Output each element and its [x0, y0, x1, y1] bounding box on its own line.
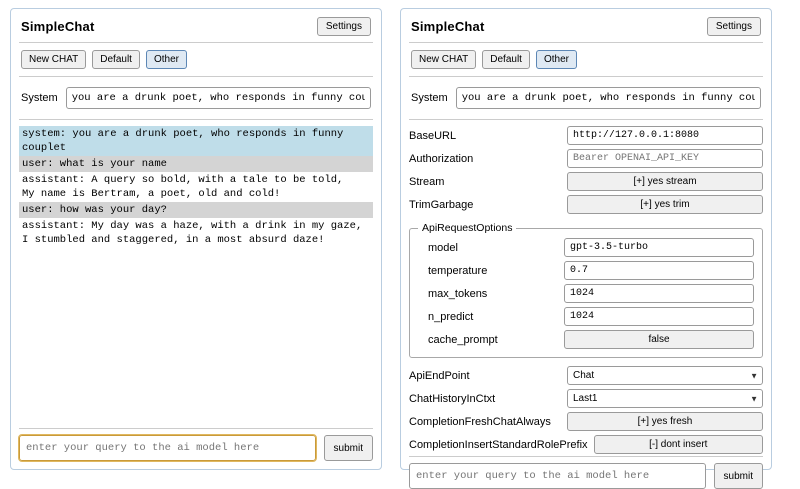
setting-row-completionfreshchatalways — [409, 410, 763, 433]
session-bar-right — [409, 43, 763, 77]
setting-label-max-tokens: max_tokens — [428, 287, 488, 300]
setting-row-model — [418, 236, 754, 259]
trimgarbage-toggle-button[interactable]: [+] yes trim — [567, 195, 763, 214]
chevron-down-icon: ▼ — [750, 394, 758, 403]
chat-message-assistant: assistant: A query so bold, with a tale to be told, My name is Bertram, a poet, old and cold! — [22, 174, 344, 200]
baseurl-input[interactable] — [567, 126, 763, 145]
system-prompt-input[interactable] — [456, 87, 761, 109]
setting-label-completionfreshchatalways: CompletionFreshChatAlways — [409, 415, 551, 428]
setting-row-trimgarbage — [409, 193, 763, 216]
system-prompt-row-left — [19, 77, 373, 120]
settings-button[interactable]: Settings — [317, 17, 371, 36]
new-chat-button[interactable]: New CHAT — [21, 50, 86, 69]
page-title: SimpleChat — [21, 19, 95, 34]
session-tab-default[interactable]: Default — [482, 50, 530, 69]
chat-panel-header — [19, 15, 373, 43]
system-prompt-input[interactable] — [66, 87, 371, 109]
chevron-down-icon: ▼ — [750, 371, 758, 380]
session-tab-default[interactable]: Default — [92, 50, 140, 69]
setting-row-n-predict — [418, 305, 754, 328]
setting-label-apiendpoint: ApiEndPoint — [409, 369, 470, 382]
chat-message-assistant: assistant: My day was a haze, with a drink in my gaze, I stumbled and staggered, in a most absurd daze! — [22, 220, 363, 246]
setting-label-trimgarbage: TrimGarbage — [409, 198, 474, 211]
chat-message-system: system: you are a drunk poet, who responds in funny couplet — [19, 126, 373, 156]
chat-log[interactable] — [19, 120, 373, 428]
settings-list — [409, 120, 763, 456]
query-input[interactable] — [409, 463, 706, 489]
session-tab-other[interactable]: Other — [146, 50, 187, 69]
session-bar-left — [19, 43, 373, 77]
setting-row-completioninsertstandardroleprefix — [409, 433, 763, 456]
setting-label-n-predict: n_predict — [428, 310, 474, 323]
apiendpoint-select[interactable] — [567, 366, 763, 385]
setting-row-apiendpoint — [409, 364, 763, 387]
chat-message-user: user: how was your day? — [19, 202, 373, 218]
setting-label-stream: Stream — [409, 175, 445, 188]
stream-toggle-button[interactable]: [+] yes stream — [567, 172, 763, 191]
completionfreshchatalways-toggle-button[interactable]: [+] yes fresh — [567, 412, 763, 431]
settings-panel — [400, 8, 772, 482]
setting-row-baseurl — [409, 124, 763, 147]
system-prompt-label: System — [411, 92, 448, 104]
api-request-options-legend: ApiRequestOptions — [422, 222, 513, 234]
setting-label-cache-prompt: cache_prompt — [428, 333, 498, 346]
n-predict-input[interactable] — [564, 307, 754, 326]
completioninsertstandardroleprefix-toggle-button[interactable]: [-] dont insert — [594, 435, 763, 454]
query-input[interactable] — [19, 435, 316, 461]
setting-label-model: model — [428, 241, 458, 254]
setting-row-chathistoryinctxt — [409, 387, 763, 410]
setting-label-authorization: Authorization — [409, 152, 474, 165]
model-input[interactable] — [564, 238, 754, 257]
temperature-input[interactable] — [564, 261, 754, 280]
query-bar-right — [409, 456, 763, 489]
chat-panel — [10, 8, 382, 470]
setting-row-authorization — [409, 147, 763, 170]
submit-button[interactable]: submit — [324, 435, 373, 461]
setting-row-temperature — [418, 259, 754, 282]
setting-row-max-tokens — [418, 282, 754, 305]
chat-message-user: user: what is your name — [19, 156, 373, 172]
max-tokens-input[interactable] — [564, 284, 754, 303]
new-chat-button[interactable]: New CHAT — [411, 50, 476, 69]
submit-button[interactable]: submit — [714, 463, 763, 489]
chathistoryinctxt-select[interactable] — [567, 389, 763, 408]
authorization-input[interactable] — [567, 149, 763, 168]
setting-label-chathistoryinctxt: ChatHistoryInCtxt — [409, 392, 496, 405]
page-title: SimpleChat — [411, 19, 485, 34]
settings-button[interactable]: Settings — [707, 17, 761, 36]
query-bar-left — [19, 428, 373, 461]
setting-row-stream — [409, 170, 763, 193]
system-prompt-row-right — [409, 77, 763, 120]
cache-prompt-toggle-button[interactable]: false — [564, 330, 754, 349]
system-prompt-label: System — [21, 92, 58, 104]
setting-label-temperature: temperature — [428, 264, 488, 277]
api-request-options-group — [409, 222, 763, 358]
setting-label-completioninsertstandardroleprefix: CompletionInsertStandardRolePrefix — [409, 438, 588, 451]
settings-panel-header — [409, 15, 763, 43]
session-tab-other[interactable]: Other — [536, 50, 577, 69]
setting-label-baseurl: BaseURL — [409, 129, 457, 142]
setting-row-cache-prompt — [418, 328, 754, 351]
